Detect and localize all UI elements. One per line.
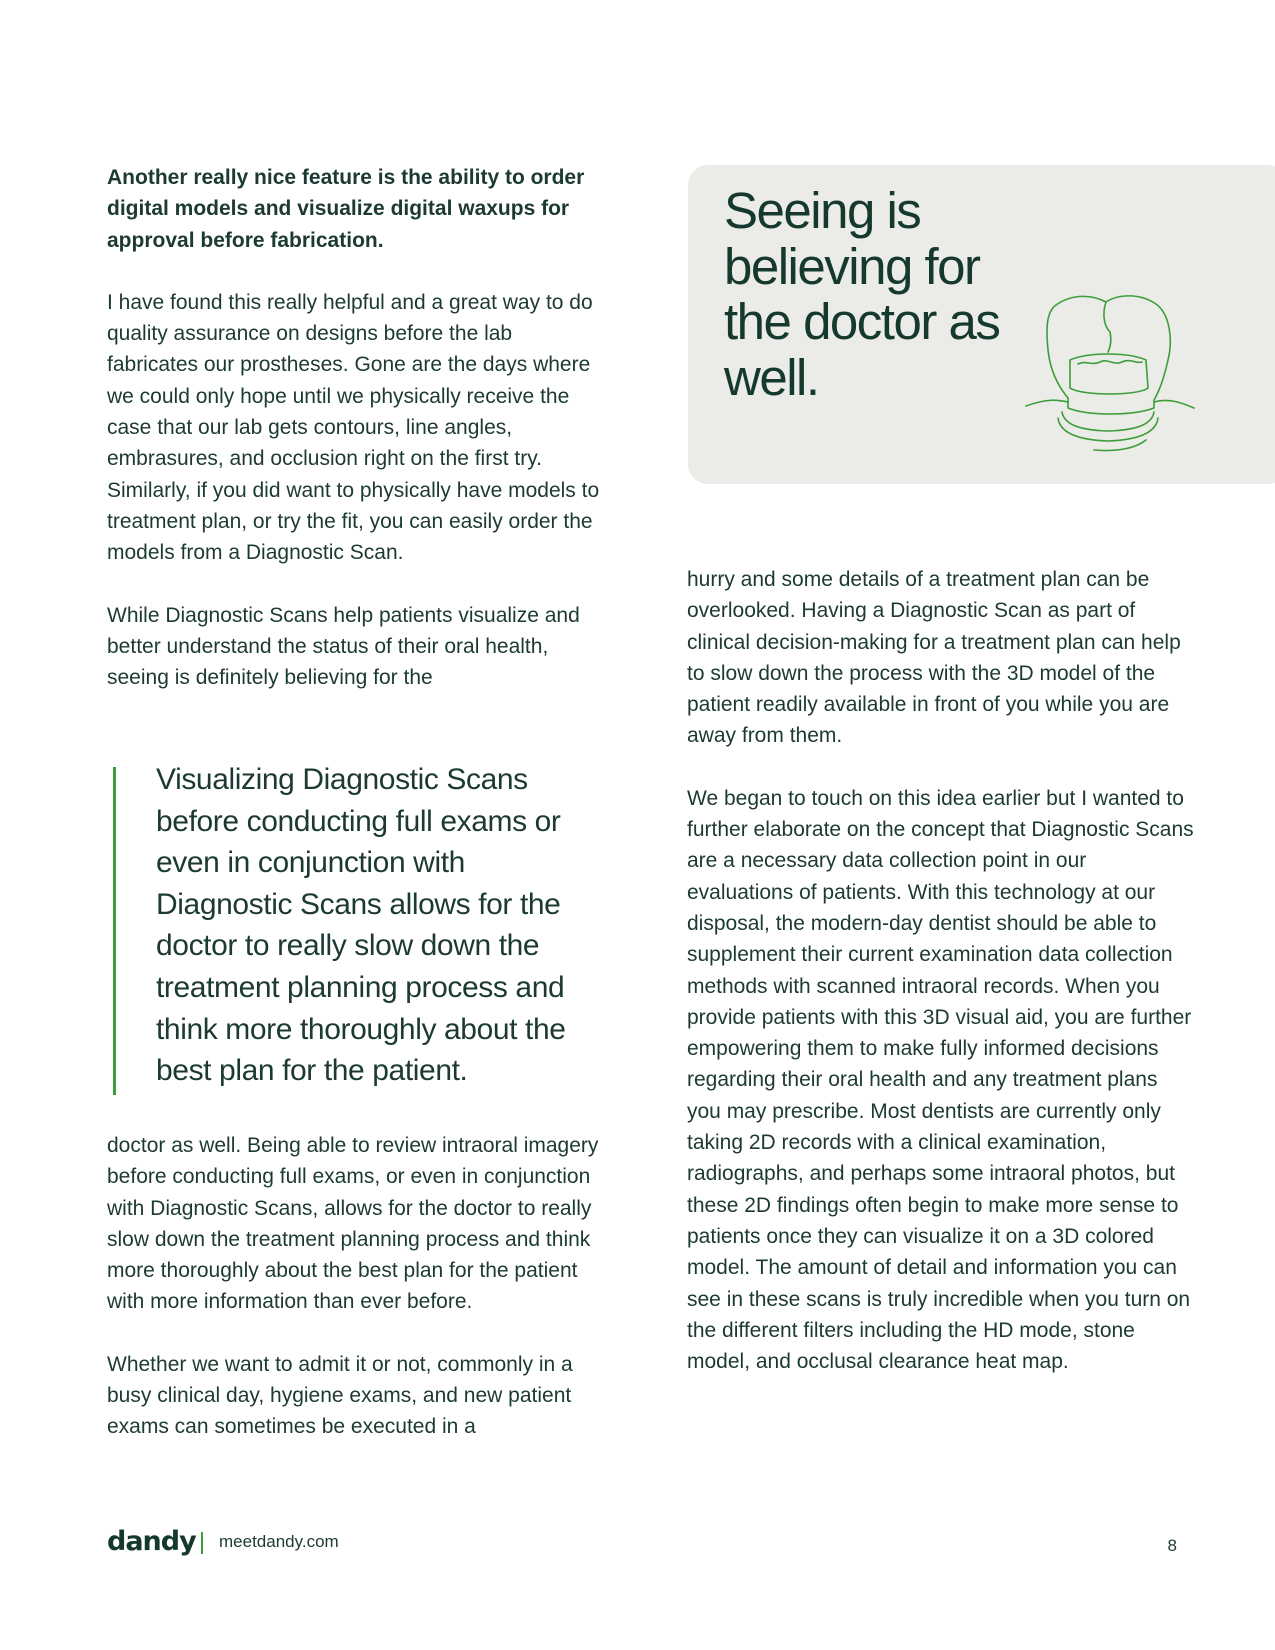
left-paragraph-1: I have found this really helpful and a great way to do quality assurance on designs before the lab fabricates our prostheses. Gone are the days where we could only hope until we physically receive the case that our lab gets contours, line angles, embrasures, and occlusion right on the first try. Similarly, if you did want to physically have models to treatment plan, or try the fit, you can easily order the models from a Diagnostic Scan.: [107, 290, 600, 565]
footer-url-link[interactable]: meetdandy.com: [219, 1532, 339, 1551]
pull-quote: [113, 763, 593, 1095]
callout-box: [688, 165, 1275, 484]
lead-paragraph: Another really nice feature is the ability to order digital models and visualize digital waxups for approval before fabrication.: [107, 166, 585, 252]
footer-divider: [201, 1532, 203, 1554]
tooth-crown-outline-icon: [1018, 290, 1198, 460]
left-paragraph-4: Whether we want to admit it or not, commonly in a busy clinical day, hygiene exams, and new patient exams can sometimes be executed in a: [107, 1352, 573, 1439]
left-paragraph-2: While Diagnostic Scans help patients visualize and better understand the status of their oral health, seeing is definitely believing for the: [107, 603, 580, 690]
left-column-continued: [107, 1130, 607, 1443]
left-paragraph-3: doctor as well. Being able to review intraoral imagery before conducting full exams, or even in conjunction with Diagnostic Scans, allows for the doctor to really slow down the treatment planning process and think more thoroughly about the best plan for the patient with more information than ever before.: [107, 1134, 599, 1314]
right-column: [687, 564, 1197, 1377]
page-number: 8: [1167, 1536, 1177, 1555]
dandy-logo: dandy: [107, 1526, 196, 1557]
pull-quote-text: Visualizing Diagnostic Scans before conducting full exams or even in conjunction with Diagnostic Scans allows for the doctor to really slow down the treatment planning process and think more thoroughly about the best plan for the patient.: [156, 763, 566, 1088]
right-paragraph-2: We began to touch on this idea earlier but I wanted to further elaborate on the concept that Diagnostic Scans are a necessary data collection point in our evaluations of patients. With this technology at our disposal, the modern-day dentist should be able to supplement their current examination data collection methods with scanned intraoral records. When you provide patients with this 3D visual aid, you are further empowering them to make fully informed decisions regarding their oral health and any treatment plans you may prescribe. Most dentists are currently only taking 2D records with a clinical examination, radiographs, and perhaps some intraoral photos, but these 2D findings often begin to make more sense to patients once they can visualize it on a 3D colored model. The amount of detail and information you can see in these scans is truly incredible when you turn on the different filters including the HD mode, stone model, and occlusal clearance heat map.: [687, 786, 1194, 1374]
page-footer: [107, 1526, 1177, 1560]
callout-title: Seeing is believing for the doctor as well.: [724, 182, 1000, 406]
left-column: [107, 162, 607, 724]
right-paragraph-1: hurry and some details of a treatment plan can be overlooked. Having a Diagnostic Scan as part of clinical decision-making for a treatment plan can help to slow down the process with the 3D model of the patient readily available in front of you while you are away from them.: [687, 568, 1181, 748]
